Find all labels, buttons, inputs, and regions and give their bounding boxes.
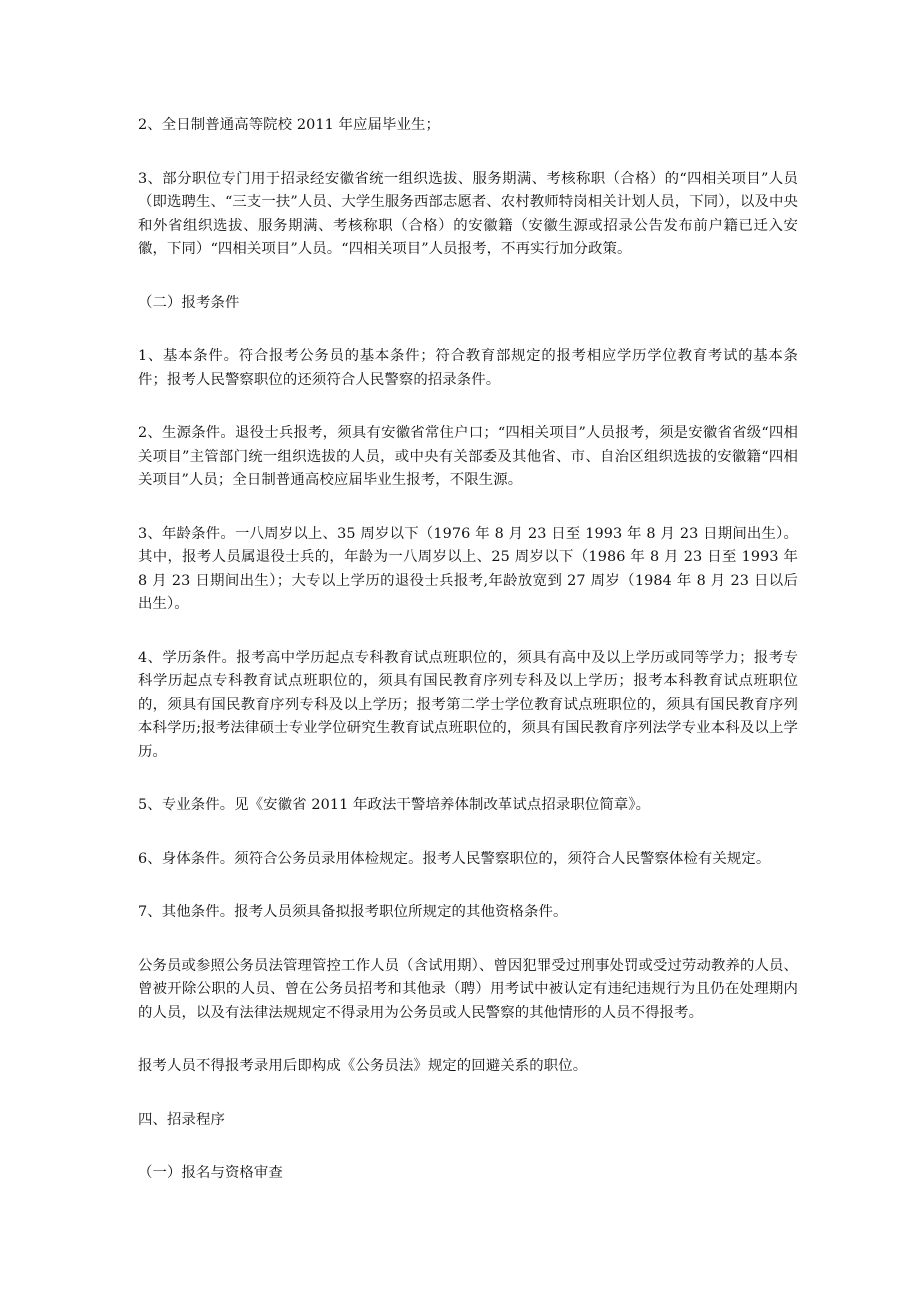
paragraph-four-projects: 3、部分职位专门用于招录经安徽省统一组织选拔、服务期满、考核称职（合格）的“四相关项目”人员（即选聘生、“三支一扶”人员、大学生服务西部志愿者、农村教师特岗相关计划人员，下同），以及中央和外省组织选拔、服务期满、考核称职（合格）的安徽籍（安徽生源或招录公告发布前户籍已迁入安徽，下同）“四相关项目”人员。“四相关项目”人员报考，不再实行加分政策。 xyxy=(138,170,798,257)
document-body xyxy=(138,114,798,1186)
section-heading-conditions: （二）报考条件 xyxy=(138,294,240,311)
section-heading-procedure: 四、招录程序 xyxy=(138,1111,225,1128)
paragraph-health-conditions: 6、身体条件。须符合公务员录用体检规定。报考人民警察职位的，须符合人民警察体检有关规定。 xyxy=(138,850,771,867)
paragraph-other-conditions: 7、其他条件。报考人员须具备拟报考职位所规定的其他资格条件。 xyxy=(138,904,568,920)
paragraph-major-conditions: 5、专业条件。见《安徽省 2011 年政法干警培养体制改革试点招录职位简章》。 xyxy=(138,797,651,813)
paragraph-graduates: 2、全日制普通高等院校 2011 年应届毕业生； xyxy=(138,117,440,133)
paragraph-education-conditions: 4、学历条件。报考高中学历起点专科教育试点班职位的，须具有高中及以上学历或同等学力；报考专科学历起点专科教育试点班职位的，须具有国民教育序列专科及以上学历；报考本科教育试点班职位的，须具有国民教育序列专科及以上学历；报考第二学士学位教育试点班职位的，须具有国民教育序列本科学历;报考法律硕士专业学位研究生教育试点班职位的，须具有国民教育序列法学专业本科及以上学历。 xyxy=(138,649,798,760)
paragraph-ineligible-persons: 公务员或参照公务员法管理管控工作人员（含试用期）、曾因犯罪受过刑事处罚或受过劳动教养的人员、曾被开除公职的人员、曾在公务员招考和其他录（聘）用考试中被认定有违纪违规行为且仍在处理期内的人员，以及有法律法规规定不得录用为公务员或人民警察的其他情形的人员不得报考。 xyxy=(138,957,798,1021)
paragraph-basic-conditions: 1、基本条件。符合报考公务员的基本条件；符合教育部规定的报考相应学历学位教育考试的基本条件；报考人民警察职位的还须符合人民警察的招录条件。 xyxy=(138,348,798,388)
paragraph-avoidance: 报考人员不得报考录用后即构成《公务员法》规定的回避关系的职位。 xyxy=(138,1058,588,1074)
paragraph-age-conditions: 3、年龄条件。一八周岁以上、35 周岁以下（1976 年 8 月 23 日至 1993 年 8 月 23 日期间出生）。其中，报考人员属退役士兵的，年龄为一八周岁以上、25 周岁以下（1986 年 8 月 23 日至 1993 年 8 月 23 日期间出生）；大专以上学历的退役士兵报考,年龄放宽到 27 周岁（1984 年 8 月 23 日以后出生）。 xyxy=(138,525,798,612)
subsection-heading-registration: （一）报名与资格审查 xyxy=(138,1165,283,1181)
paragraph-origin-conditions: 2、生源条件。退役士兵报考，须具有安徽省常住户口；“四相关项目”人员报考，须是安徽省省级“四相关项目”主管部门统一组织选拔的人员，或中央有关部委及其他省、市、自治区组织选拔的安徽籍“四相关项目”人员；全日制普通高校应届毕业生报考，不限生源。 xyxy=(138,425,798,488)
